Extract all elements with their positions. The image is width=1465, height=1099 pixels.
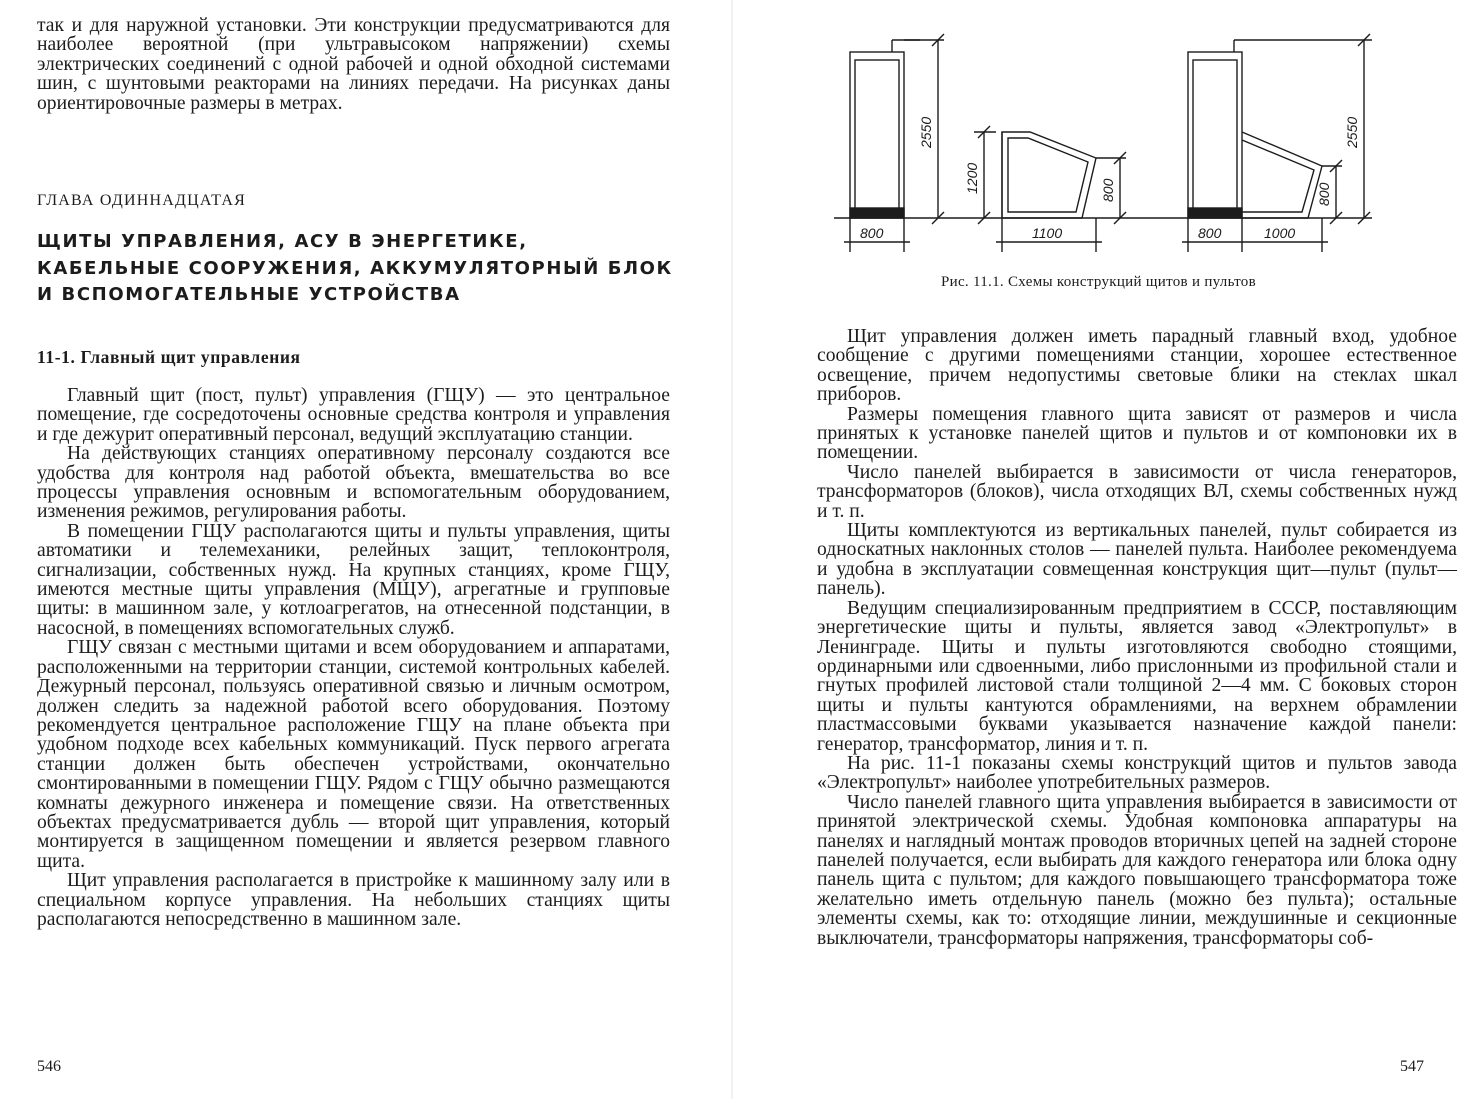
dim-label: 1100 [1032,225,1063,241]
panel-1-frame [850,52,904,218]
left-body [37,386,670,929]
figure-panels-diagram [824,30,1384,265]
figure-svg [824,30,1384,265]
chapter-title: ЩИТЫ УПРАВЛЕНИЯ, АСУ В ЭНЕРГЕТИКЕ, КАБЕЛЬНЫЕ СООРУЖЕНИЯ, АККУМУЛЯТОРНЫЙ БЛОК И ВСПОМОГАТЕЛЬНЫЕ УСТРОЙСТВА [37,231,673,305]
left-page [0,0,732,1099]
intro-text: так и для наружной установки. Эти конструкции предусматриваются для наиболее вероятной (при ультравысоком напряжении) схемы электрических соединений с одной рабочей и одной обходной системами шин, с шунтовыми реакторами на линиях передачи. На рисунках даны ориентировочные размеры в метрах. [37,15,670,114]
right-page [732,0,1465,1099]
figure-caption: Рис. 11.1. Схемы конструкций щитов и пультов [940,274,1256,290]
panel-1-inner [855,60,899,210]
paragraph: На рис. 11-1 показаны схемы конструкций щитов и пультов завода «Электропульт» наиболее употребительных размеров. [817,752,1457,794]
page-number-left: 546 [37,1058,61,1075]
console-frame [1002,132,1096,218]
panel-2-frame [1188,52,1242,218]
dim-label: 800 [1198,225,1222,241]
panel-2-inner [1193,60,1237,210]
dim-label: 2550 [1344,116,1360,148]
paragraph: В помещении ГЩУ располагаются щиты и пульты управления, щиты автоматики и телемеханики, релейных защит, теплоконтроля, сигнализации, собственных нужд. На крупных станциях, кроме ГЩУ, имеются местные щиты управления (МЩУ), агрегатные и групповые щиты: в машинном зале, у котлоагрегатов, на отнесенной подстанции, в насосной, в помещениях вспомогательных служб. [37,520,670,639]
paragraph: Число панелей выбирается в зависимости от числа генераторов, трансформаторов (блоков), числа отходящих ВЛ, схемы собственных нужд и т. п. [817,461,1457,522]
console-inner [1008,138,1088,212]
section-title: 11-1. Главный щит управления [37,347,301,367]
paragraph: На действующих станциях оперативному персоналу создаются все удобства для контроля над работой объекта, вмешательства во все процессы управления основным и вспомогательным оборудованием, изменения режимов, регулирования работы. [37,443,670,523]
paragraph: Размеры помещения главного щита зависят от размеров и числа принятых к установке панелей щитов и пультов и от компоновки их в помещении. [817,403,1457,464]
paragraph: Щит управления должен иметь парадный главный вход, удобное сообщение с другими помещениями станции, хорошее естественное освещение, причем недопустимы световые блики на стеклах шкал приборов. [817,326,1457,406]
dim-label: 1000 [1264,225,1296,241]
dim-label: 1200 [964,162,980,194]
paragraph: ГЩУ связан с местными щитами и всем оборудованием и аппаратами, расположенными на территории станции, системой контрольных кабелей. Дежурный персонал, пользуясь оперативной связью и личным осмотром, должен следить за надежной работой всего оборудования. Поэтому рекомендуется центральное расположение ГЩУ на плане объекта при удобном подходе всех кабельных коммуникаций. Пуск первого агрегата станции должен быть обеспечен устройствами, окончательно смонтированными в помещении ГЩУ. Рядом с ГЩУ обычно размещаются комнаты дежурного инженера и помещение связи. На ответственных объектах предусматривается дубль — второй щит управления, который монтируется в защищенном помещении и является резервом главного щита. [37,637,670,872]
right-body [817,327,1457,948]
paragraph: Главный щит (пост, пульт) управления (ГЩУ) — это центральное помещение, где сосредоточены основные средства контроля и управления и где дежурит оперативный персонал, ведущий эксплуатацию станции. [37,385,670,445]
paragraph: Щит управления располагается в пристройке к машинному залу или в специальном корпусе управления. На небольших станциях щиты располагаются непосредственно в машинном зале. [37,870,670,930]
dim-label: 800 [860,225,884,241]
paragraph: Щиты комплектуются из вертикальных панелей, пульт собирается из односкатных наклонных столов — панелей пульта. Наиболее рекомендуема и удобна в эксплуатации совмещенная конструкция щит—пульт (пульт—панель). [817,520,1457,600]
dim-label: 800 [1100,178,1116,202]
paragraph: Число панелей главного щита управления выбирается в зависимости от принятой электрической схемы. Удобная компоновка аппаратуры на панелях и наглядный монтаж проводов вторичных цепей на задней стороне панелей получается, если выбирать для каждого генератора или блока одну панель щита с пультом; для каждого повышающего трансформатора тоже желательно иметь отдельную панель (можно без пульта); остальные элементы схемы, как то: отходящие линии, междушинные и секционные выключатели, трансформаторы напряжения, трансформаторы соб- [817,791,1457,949]
paragraph: Ведущим специализированным предприятием в СССР, поставляющим энергетические щиты и пульты, является завод «Электропульт» в Ленинграде. Щиты и пульты изготовляются свободно стоящими, ординарными или сдвоенными, либо прислонными из профильной стали и гнутых профилей листовой стали толщиной 2—4 мм. С боковых сторон щиты и пульты кантуются обрамлениями, на верхнем обрамлении пластмассовыми буквами указывается назначение каждой панели: генератор, трансформатор, линия и т. п. [817,597,1457,755]
dim-label: 800 [1316,182,1332,206]
panel-1-base [850,208,904,218]
chapter-label: ГЛАВА ОДИННАДЦАТАЯ [37,192,246,209]
intro-paragraph [37,16,670,113]
dim-label: 2550 [918,116,934,148]
page-number-right: 547 [1400,1058,1424,1075]
